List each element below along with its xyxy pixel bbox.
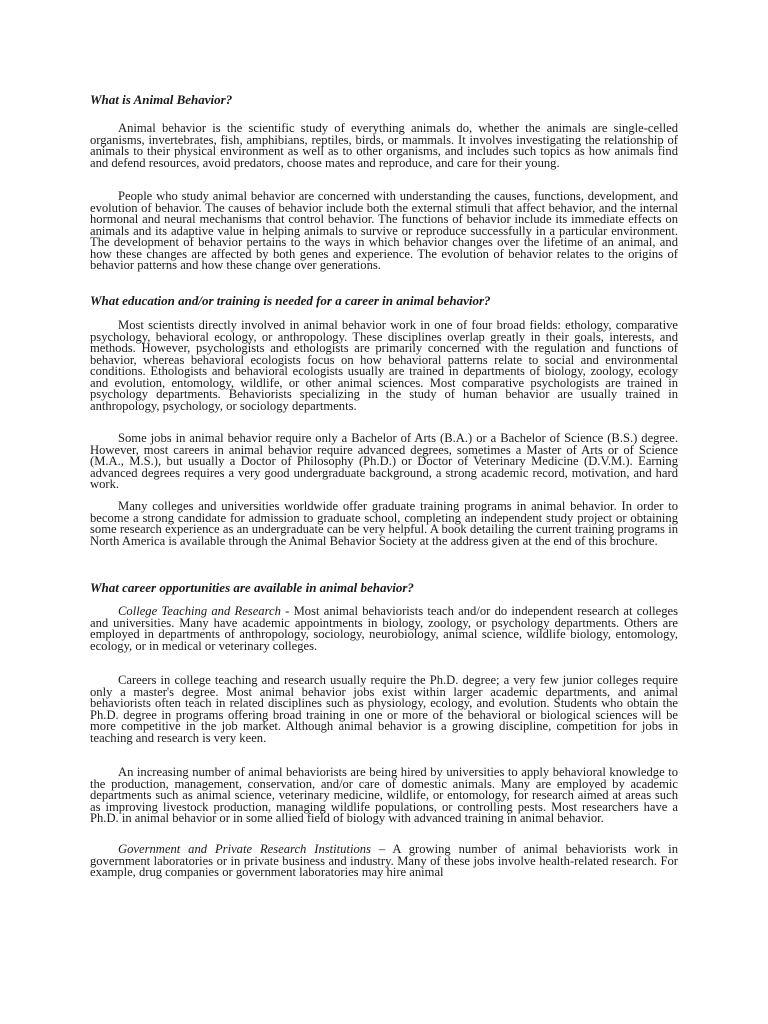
paragraph: Most scientists directly involved in animal behavior work in one of four broad fields: ethology, comparative psychology, behavioral ecology, or anthropology. These disciplines overlap greatly in their goals, interests, and methods. However, psychologists and ethologists are primarily concerned with the regulation and functions of behavior, whereas behavioral ecologists focus on how behavioral patterns relate to social and environmental conditions. Ethologists and behavioral ecologists usually are trained in departments of biology, zoology, ecology and evolution, entomology, wildlife, or other animal sciences. Most comparative psychologists are trained in psychology departments. Behaviorists specializing in the study of human behavior are usually trained in anthropology, psychology, or sociology departments.: [90, 318, 678, 413]
paragraph-lead: Government and Private Research Institutions: [118, 842, 371, 856]
section-heading-what-is-animal-behavior: What is Animal Behavior?: [90, 92, 233, 107]
section-heading-career-opportunities: What career opportunities are available in animal behavior?: [90, 580, 414, 595]
paragraph-lead: College Teaching and Research: [118, 604, 281, 618]
paragraph-government-research: [90, 844, 678, 879]
paragraph-college-teaching: [90, 606, 678, 652]
paragraph: Animal behavior is the scientific study of everything animals do, whether the animals are single-celled organisms, invertebrates, fish, amphibians, reptiles, birds, or mammals. It involves investigating the relationship of animals to their physical environment as well as to other organisms, and includes such topics as how animals find and defend resources, avoid predators, choose mates and reproduce, and care for their young.: [90, 121, 678, 170]
paragraph-body: – A growing number of animal behaviorists work in government laboratories or in private business and industry. Many of these jobs involve health-related research. For example, drug companies or government laboratories may hire animal: [90, 842, 678, 879]
paragraph: Some jobs in animal behavior require only a Bachelor of Arts (B.A.) or a Bachelor of Science (B.S.) degree. However, most careers in animal behavior require advanced degrees, sometimes a Master of Arts or of Science (M.A., M.S.), but usually a Doctor of Philosophy (Ph.D.) or Doctor of Veterinary Medicine (D.V.M.). Earning advanced degrees requires a very good undergraduate background, a strong academic record, motivation, and hard work.: [90, 431, 678, 491]
paragraph: People who study animal behavior are concerned with understanding the causes, functions, development, and evolution of behavior. The causes of behavior include both the external stimuli that affect behavior, and the internal hormonal and neural mechanisms that control behavior. The functions of behavior include its immediate effects on animals and its adaptive value in helping animals to survive or reproduce successfully in a particular environment. The development of behavior pertains to the ways in which behavior changes over the lifetime of an animal, and how these changes are affected by both genes and experience. The evolution of behavior relates to the origins of behavior patterns and how these change over generations.: [90, 189, 678, 272]
paragraph-body: - Most animal behaviorists teach and/or do independent research at colleges and universities. Many have academic appointments in biology, zoology, or psychology departments. Others are employed in departments of anthropology, sociology, neurobiology, animal science, wildlife biology, entomology, ecology, or in medical or veterinary colleges.: [90, 604, 678, 653]
paragraph: Many colleges and universities worldwide offer graduate training programs in animal behavior. In order to become a strong candidate for admission to graduate school, completing an independent study project or obtaining some research experience as an undergraduate can be very helpful. A book detailing the current training programs in North America is available through the Animal Behavior Society at the address given at the end of this brochure.: [90, 499, 678, 548]
paragraph: An increasing number of animal behaviorists are being hired by universities to apply behavioral knowledge to the production, management, conservation, and/or care of domestic animals. Many are employed by academic departments such as animal science, veterinary medicine, wildlife, or entomology, for research aimed at areas such as improving livestock production, managing wildlife populations, or controlling pests. Most researchers have a Ph.D. in animal behavior or in some allied field of biology with advanced training in animal behavior.: [90, 765, 678, 825]
paragraph: Careers in college teaching and research usually require the Ph.D. degree; a very few junior colleges require only a master's degree. Most animal behavior jobs exist within larger academic departments, and animal behaviorists often teach in related disciplines such as physiology, ecology, and evolution. Students who obtain the Ph.D. degree in programs offering broad training in one or more of the behavioral or biological sciences will be more competitive in the job market. Although animal behavior is a growing discipline, competition for jobs in teaching and research is very keen.: [90, 673, 678, 745]
section-heading-education-training: What education and/or training is needed for a career in animal behavior?: [90, 293, 491, 308]
